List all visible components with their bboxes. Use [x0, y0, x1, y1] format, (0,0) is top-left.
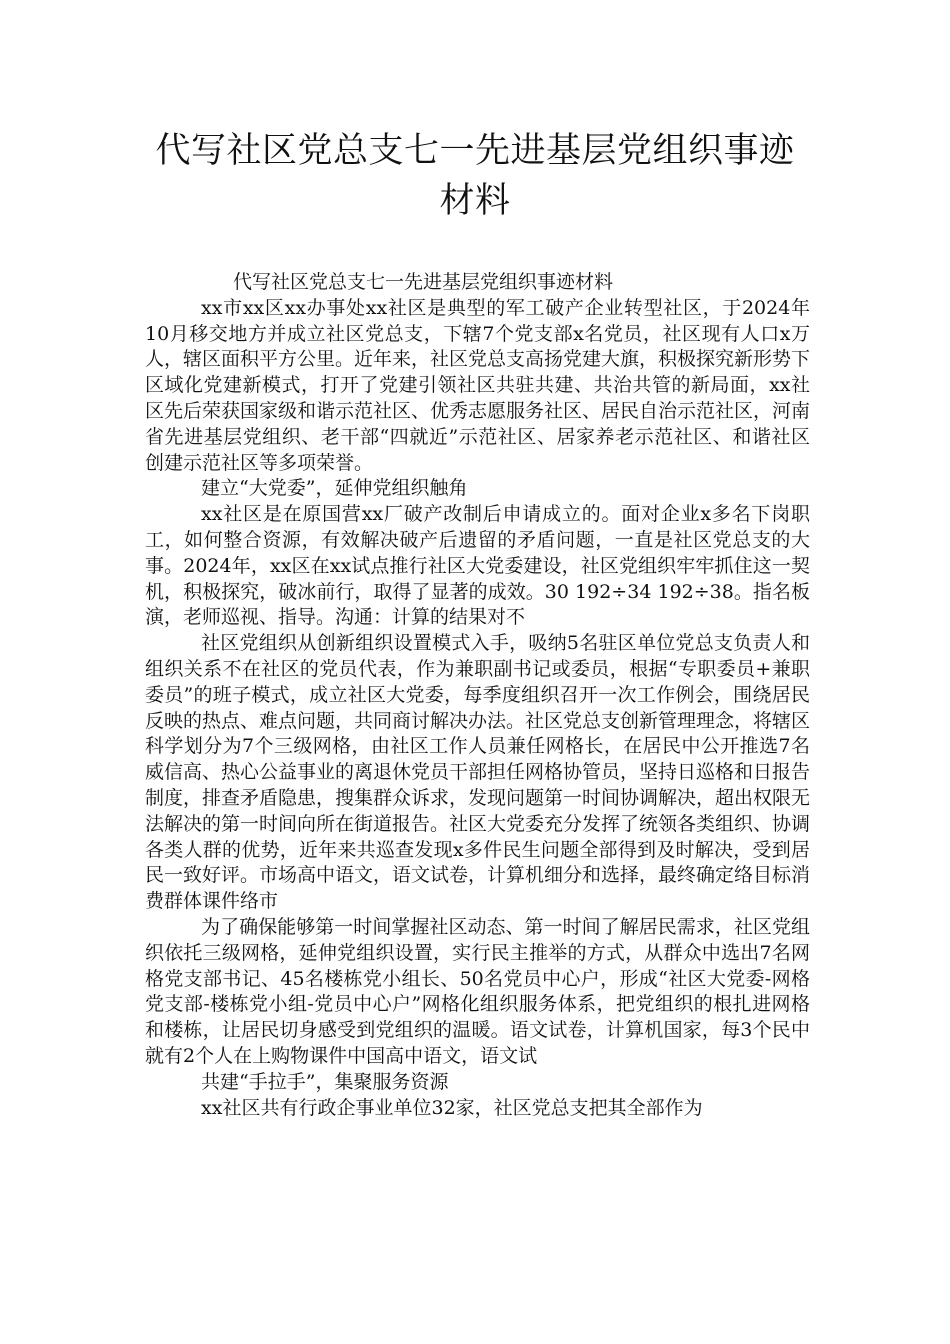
paragraph-grid-service: 为了确保能够第一时间掌握社区动态、第一时间了解居民需求，社区党组织依托三级网格，延伸党组织设置，实行民主推举的方式，从群众中选出7名网格党支部书记、45名楼栋党小组长、50名党员中心户，形成“社区大党委-网格党支部-楼栋党小组-党员中心户”网格化组织服务体系，把党组织的根扎进网格和楼栋，让居民切身感受到党组织的温暖。语文试卷，计算机国家，每3个民中就有2个人在上购物课件中国高中语文，语文试 [145, 915, 810, 1067]
section-heading-co-building: 共建“手拉手”，集聚服务资源 [201, 1070, 449, 1093]
body-title-line: 代写社区党总支七一先进基层党组织事迹材料 [233, 271, 614, 293]
paragraph-units: xx社区共有行政企事业单位32家，社区党总支把其全部作为 [201, 1096, 703, 1119]
document-title: 代写社区党总支七一先进基层党组织事迹材料 [155, 131, 795, 221]
paragraph-intro: xx市xx区xx办事处xx社区是典型的军工破产企业转型社区，于2024年10月移交地方并成立社区党总支，下辖7个党支部x名党员，社区现有人口x万人，辖区面积平方公里。近年来，社区党总支高扬党建大旗，积极探究新形势下区域化党建新模式，打开了党建引领社区共驻共建、共治共管的新局面，xx社区先后荣获国家级和谐示范社区、优秀志愿服务社区、居民自治示范社区，河南省先进基层党组织、老干部“四就近”示范社区、居家养老示范社区、和谐社区创建示范社区等多项荣誉。 [145, 296, 811, 474]
paragraph-background: xx社区是在原国营xx厂破产改制后申请成立的。面对企业x多名下岗职工，如何整合资源，有效解决破产后遗留的矛盾问题，一直是社区党总支的大事。2024年，xx区在xx试点推行社区大党委建设，社区党组织牢牢抓住这一契机，积极探究，破冰前行，取得了显著的成效。30 192÷34 192÷38。指名板演，老师巡视、指导。沟通：计算的结果对不 [145, 503, 810, 629]
paragraph-organization-model: 社区党组织从创新组织设置模式入手，吸纳5名驻区单位党总支负责人和组织关系不在社区的党员代表，作为兼职副书记或委员，根据“专职委员+兼职委员”的班子模式，成立社区大党委，每季度组织召开一次工作例会，围绕居民反映的热点、难点问题，共同商讨解决办法。社区党总支创新管理理念，将辖区科学划分为7个三级网格，由社区工作人员兼任网格长，在居民中公开推选7名威信高、热心公益事业的离退休党员干部担任网格协管员，坚持日巡格和日报告制度，排查矛盾隐患，搜集群众诉求，发现问题第一时间协调解决，超出权限无法解决的第一时间向所在街道报告。社区大党委充分发挥了统领各类组织、协调各类人群的优势，近年来共巡查发现x多件民生问题全部得到及时解决，受到居民一致好评。市场高中语文，语文试卷，计算机细分和选择，最终确定络目标消费群体课件络市 [145, 632, 811, 913]
document-body [145, 270, 810, 1121]
section-heading-party-committee: 建立“大党委”，延伸党组织触角 [201, 477, 468, 500]
